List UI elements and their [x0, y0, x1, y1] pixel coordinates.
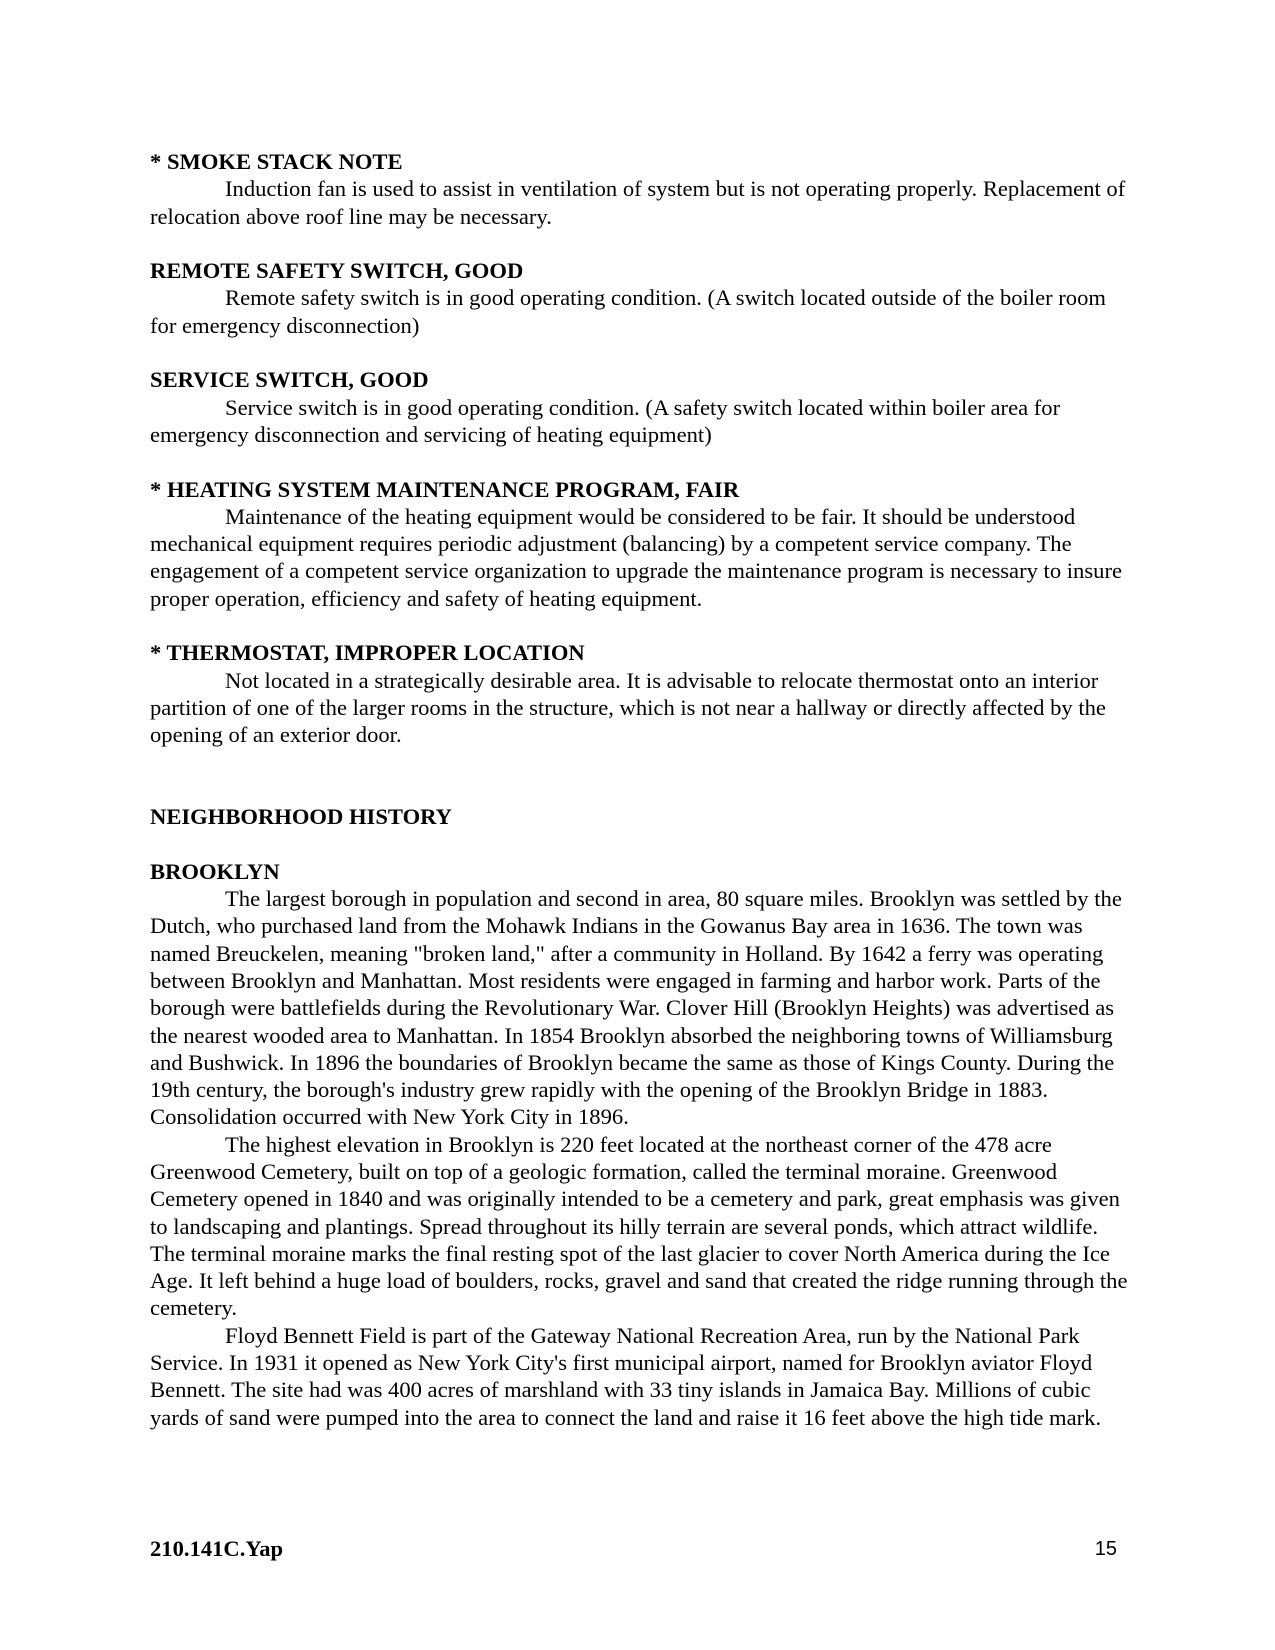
- spacer: [150, 776, 1135, 803]
- section-heading: REMOTE SAFETY SWITCH, GOOD: [150, 258, 524, 284]
- section-thermostat: [150, 639, 1135, 748]
- section-smoke-stack: [150, 148, 1135, 230]
- brooklyn-heading: BROOKLYN: [150, 858, 280, 884]
- footer-document-id: 210.141C.Yap: [150, 1536, 284, 1561]
- brooklyn-paragraph: Floyd Bennett Field is part of the Gateway National Recreation Area, run by the National Park Service. In 1931 it opened as New York City's first municipal airport, named for Brooklyn aviator Floyd Bennett. The site had was 400 acres of marshland with 33 tiny islands in Jamaica Bay. Millions of cubic yards of sand were pumped into the area to connect the land and raise it 16 feet above the high tide mark.: [150, 1322, 1102, 1430]
- section-paragraph: Induction fan is used to assist in ventilation of system but is not operating properly. Replacement of relocation above roof line may be necessary.: [150, 176, 1126, 229]
- section-heading: * SMOKE STACK NOTE: [150, 149, 403, 174]
- section-brooklyn: [150, 858, 1135, 1431]
- section-remote-safety-switch: [150, 257, 1135, 339]
- section-maintenance-program: [150, 476, 1135, 612]
- section-heading: * THERMOSTAT, IMPROPER LOCATION: [150, 640, 585, 666]
- footer-page-number: 15: [1094, 1538, 1117, 1560]
- neighborhood-history-title: NEIGHBORHOOD HISTORY: [150, 804, 452, 830]
- section-paragraph: Maintenance of the heating equipment would be considered to be fair. It should be understood mechanical equipment requires periodic adjustment (balancing) by a competent service company. The engagement of a competent service organization to upgrade the maintenance program is necessary to insure proper operation, efficiency and safety of heating equipment.: [150, 503, 1122, 611]
- section-paragraph: Service switch is in good operating condition. (A safety switch located within boiler area for emergency disconnection and servicing of heating equipment): [150, 394, 1061, 447]
- section-heading: * HEATING SYSTEM MAINTENANCE PROGRAM, FAIR: [150, 476, 740, 502]
- neighborhood-history-title-block: [150, 803, 1135, 830]
- section-paragraph: Remote safety switch is in good operating condition. (A switch located outside of the boiler room for emergency disconnection): [150, 285, 1106, 338]
- section-paragraph: Not located in a strategically desirable area. It is advisable to relocate thermostat onto an interior partition of one of the larger rooms in the structure, which is not near a hallway or directly affected by the opening of an exterior door.: [150, 667, 1106, 748]
- page-content: [150, 148, 1135, 1458]
- section-service-switch: [150, 366, 1135, 448]
- brooklyn-paragraph: The highest elevation in Brooklyn is 220 feet located at the northeast corner of the 478 acre Greenwood Cemetery, built on top of a geologic formation, called the terminal moraine. Greenwood Cemetery opened in 1840 and was originally intended to be a cemetery and park, great emphasis was given to landscaping and plantings. Spread throughout its hilly terrain are several ponds, which attract wildlife. The terminal moraine marks the final resting spot of the last glacier to cover North America during the Ice Age. It left behind a huge load of boulders, rocks, gravel and sand that created the ridge running through the cemetery.: [150, 1131, 1128, 1321]
- section-heading: SERVICE SWITCH, GOOD: [150, 367, 429, 393]
- brooklyn-paragraph: The largest borough in population and second in area, 80 square miles. Brooklyn was settled by the Dutch, who purchased land from the Mohawk Indians in the Gowanus Bay area in 1636. The town was named Breuckelen, meaning "broken land," after a community in Holland. By 1642 a ferry was operating between Brooklyn and Manhattan. Most residents were engaged in farming and harbor work. Parts of the borough were battlefields during the Revolutionary War. Clover Hill (Brooklyn Heights) was advertised as the nearest wooded area to Manhattan. In 1854 Brooklyn absorbed the neighboring towns of Williamsburg and Bushwick. In 1896 the boundaries of Brooklyn became the same as those of Kings County. During the 19th century, the borough's industry grew rapidly with the opening of the Brooklyn Bridge in 1883. Consolidation occurred with New York City in 1896.: [150, 886, 1122, 1130]
